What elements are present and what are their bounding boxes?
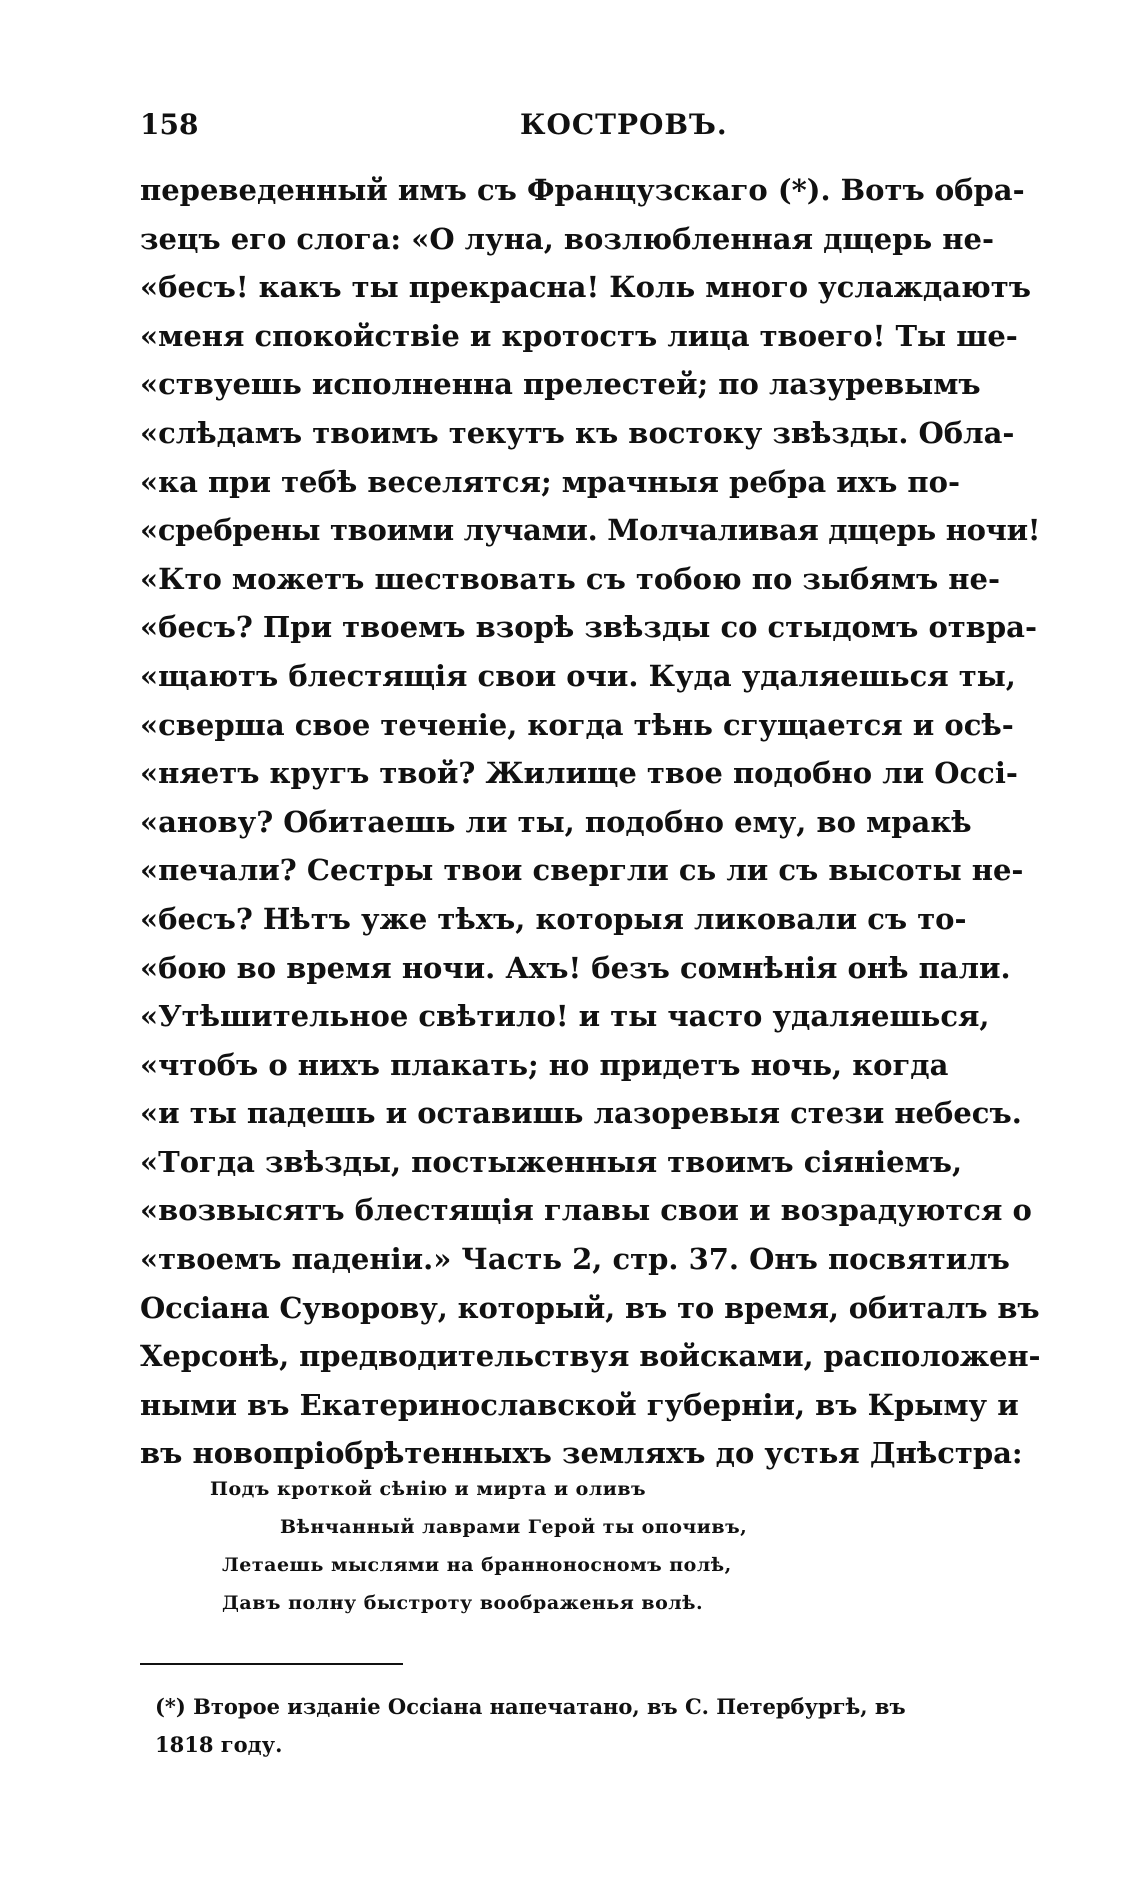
verse-line: Вѣнчанный лаврами Герой ты опочивъ, <box>280 1516 748 1538</box>
text-line: Херсонѣ, предводительствуя войсками, расположен- <box>140 1339 1041 1374</box>
text-line: «и ты падешь и оставишь лазоревыя стези небесъ. <box>140 1096 1022 1131</box>
text-line: въ новопріобрѣтенныхъ земляхъ до устья Днѣстра: <box>140 1436 1023 1471</box>
footnote-line: (*) Второе изданіе Оссіана напечатано, въ С. Петербургѣ, въ <box>155 1694 906 1719</box>
text-line: «анову? Обитаешь ли ты, подобно ему, во мракѣ <box>140 804 972 839</box>
text-line: «сребрены твоими лучами. Молчаливая дщерь ночи! <box>140 513 1041 548</box>
footnote-divider <box>140 1663 403 1665</box>
text-line: «слѣдамъ твоимъ текутъ къ востоку звѣзды. Обла- <box>140 415 1015 450</box>
text-line: «Утѣшительное свѣтило! и ты часто удаляешься, <box>140 999 990 1034</box>
text-line: «бесъ? Нѣтъ уже тѣхъ, которыя ликовали съ то- <box>140 901 967 936</box>
text-line: «ствуешь исполненна прелестей; по лазуревымъ <box>140 367 981 402</box>
text-line: Оссіана Суворову, который, въ то время, обиталъ въ <box>140 1290 1040 1325</box>
verse-line: Летаешь мыслями на бранноносномъ полѣ, <box>222 1554 732 1576</box>
text-line: «сверша свое теченіе, когда тѣнь сгущается и осѣ- <box>140 707 1014 742</box>
text-line: «ка при тебѣ веселятся; мрачныя ребра ихъ по- <box>140 464 961 499</box>
text-line: «чтобъ о нихъ плакать; но придетъ ночь, когда <box>140 1047 949 1082</box>
body-text <box>140 166 1040 1478</box>
text-line: «бесъ? При твоемъ взорѣ звѣзды со стыдомъ отвра- <box>140 610 1038 645</box>
text-line: «твоемъ паденіи.» Часть 2, стр. 37. Онъ посвятилъ <box>140 1242 1010 1277</box>
text-line: «меня спокойствіе и кротостъ лица твоего! Ты ше- <box>140 318 1018 353</box>
text-line: «Тогда звѣзды, постыженныя твоимъ сіяніемъ, <box>140 1144 963 1179</box>
text-line: переведенный имъ съ Французскаго (*). Вотъ обра- <box>140 173 1025 207</box>
text-line: «няетъ кругъ твой? Жилище твое подобно ли Оссі- <box>140 756 1018 791</box>
text-line: «бесъ! какъ ты прекрасна! Коль много услаждаютъ <box>140 270 1031 305</box>
page-header <box>140 108 1040 148</box>
verse-line: Давъ полну быстроту воображенья волѣ. <box>222 1592 704 1614</box>
text-line: «щаютъ блестящія свои очи. Куда удаляешься ты, <box>140 658 1016 693</box>
text-line: зецъ его слога: «О луна, возлюбленная дщерь не- <box>140 221 995 256</box>
verse-line: Подъ кроткой сѣнію и мирта и оливъ <box>210 1478 647 1500</box>
text-line: «возвысятъ блестящія главы свои и возрадуются о <box>140 1193 1032 1228</box>
running-title: КОСТРОВЪ. <box>520 108 728 141</box>
footnote <box>155 1688 1035 1764</box>
text-line: ными въ Екатеринославской губерніи, въ Крыму и <box>140 1387 1019 1422</box>
text-line: «печали? Сестры твои свергли сь ли съ высоты не- <box>140 853 1024 888</box>
page-number: 158 <box>140 108 199 141</box>
footnote-line: 1818 году. <box>155 1732 283 1757</box>
text-line: «бою во время ночи. Ахъ! безъ сомнѣнія онѣ пали. <box>140 950 1011 985</box>
text-line: «Кто можетъ шествовать съ тобою по зыбямъ не- <box>140 561 1001 596</box>
